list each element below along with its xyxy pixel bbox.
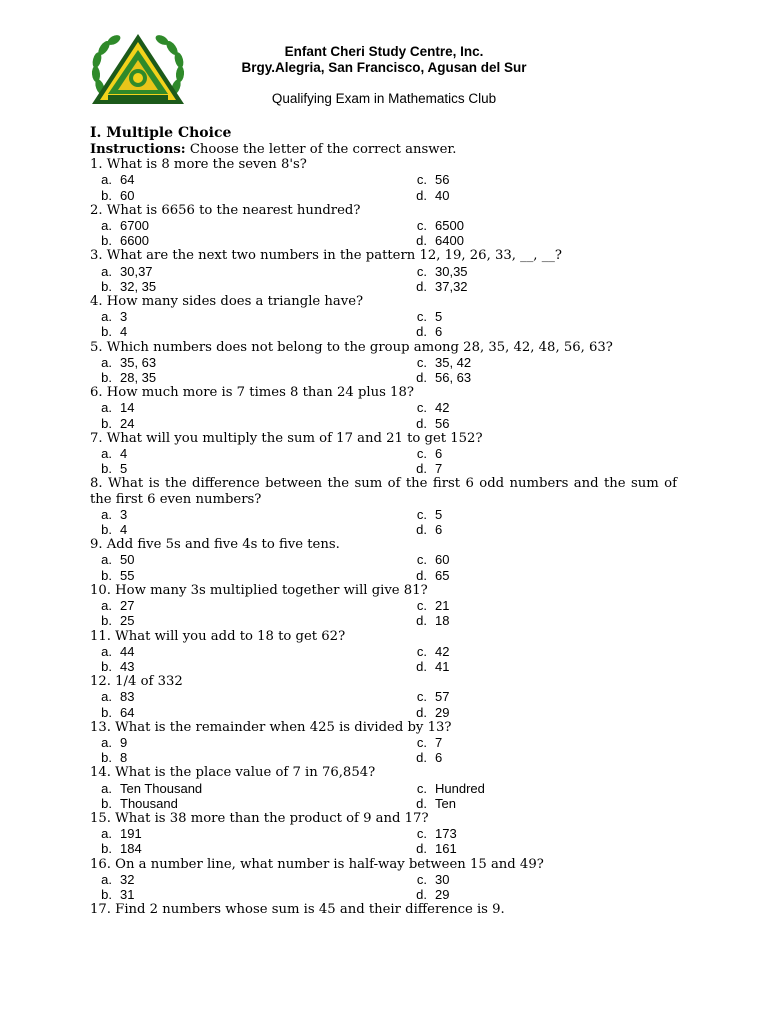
- option-value: 5: [120, 461, 128, 477]
- answer-options: [90, 264, 677, 294]
- option-letter: c.: [416, 263, 427, 279]
- option-value: 5: [435, 506, 443, 522]
- answer-option-d: [405, 370, 677, 385]
- option-value: 27: [120, 598, 135, 614]
- option-letter: a.: [101, 354, 112, 370]
- option-letter: d.: [416, 704, 427, 720]
- question-item: [90, 674, 677, 720]
- option-value: 6: [435, 446, 443, 462]
- option-letter: a.: [101, 400, 112, 416]
- answer-option-d: [405, 705, 677, 720]
- option-letter: c.: [416, 734, 427, 750]
- answer-option-b: [90, 461, 405, 476]
- exam-title: Qualifying Exam in Mathematics Club: [271, 91, 497, 106]
- option-letter: a.: [101, 446, 112, 462]
- option-letter: a.: [101, 552, 112, 568]
- option-letter: a.: [101, 643, 112, 659]
- option-letter: c.: [416, 871, 427, 887]
- option-value: 8: [120, 750, 128, 766]
- question-item: [90, 157, 677, 203]
- question-item: [90, 902, 677, 917]
- answer-option-b: [90, 370, 405, 385]
- answer-option-a: [90, 400, 405, 415]
- option-value: 6: [435, 324, 443, 340]
- answer-options: [90, 400, 677, 430]
- option-value: 50: [120, 552, 135, 568]
- answer-option-d: [405, 324, 677, 339]
- option-letter: b.: [101, 415, 112, 431]
- option-letter: c.: [416, 689, 427, 705]
- option-letter: a.: [101, 689, 112, 705]
- option-value: Hundred: [435, 780, 485, 796]
- option-value: 32: [120, 871, 135, 887]
- answer-option-a: [90, 826, 405, 841]
- question-text: 2. What is 6656 to the nearest hundred?: [90, 202, 361, 218]
- option-value: 3: [120, 506, 128, 522]
- option-value: 6: [435, 522, 443, 538]
- answer-option-c: [405, 218, 677, 233]
- question-text: 7. What will you multiply the sum of 17 and 21 to get 152?: [90, 430, 483, 446]
- option-value: 18: [435, 613, 450, 629]
- answer-option-b: [90, 796, 405, 811]
- option-letter: d.: [416, 750, 427, 766]
- option-value: 60: [435, 552, 450, 568]
- instructions-text: Choose the letter of the correct answer.: [185, 142, 457, 157]
- option-letter: c.: [416, 552, 427, 568]
- answer-options: [90, 826, 677, 856]
- option-letter: d.: [416, 187, 427, 203]
- answer-option-b: [90, 188, 405, 203]
- option-letter: c.: [416, 400, 427, 416]
- answer-option-a: [90, 507, 405, 522]
- answer-option-d: [405, 750, 677, 765]
- option-value: 64: [120, 172, 135, 188]
- answer-options: [90, 781, 677, 811]
- answer-option-c: [405, 644, 677, 659]
- question-text: 11. What will you add to 18 to get 62?: [90, 628, 346, 644]
- option-letter: d.: [416, 795, 427, 811]
- question-text: 3. What are the next two numbers in the pattern 12, 19, 26, 33, __, __?: [90, 248, 562, 264]
- answer-option-c: [405, 355, 677, 370]
- question-item: [90, 294, 677, 340]
- answer-option-b: [90, 750, 405, 765]
- question-text: 12. 1/4 of 332: [90, 674, 183, 690]
- answer-options: [90, 507, 677, 537]
- question-list: [90, 157, 677, 917]
- option-value: 7: [435, 461, 443, 477]
- option-letter: c.: [416, 826, 427, 842]
- answer-option-b: [90, 279, 405, 294]
- answer-options: [90, 355, 677, 385]
- option-value: 6500: [435, 218, 464, 234]
- option-letter: d.: [416, 567, 427, 583]
- answer-option-d: [405, 461, 677, 476]
- option-letter: d.: [416, 886, 427, 902]
- option-value: 30,35: [435, 263, 468, 279]
- question-text: 10. How many 3s multiplied together will give 81?: [90, 582, 428, 598]
- option-letter: d.: [416, 233, 427, 249]
- option-value: 6600: [120, 233, 149, 249]
- answer-option-c: [405, 446, 677, 461]
- answer-option-a: [90, 309, 405, 324]
- question-item: [90, 811, 677, 857]
- question-item: [90, 765, 677, 811]
- answer-option-c: [405, 872, 677, 887]
- question-item: [90, 629, 677, 675]
- option-value: 41: [435, 658, 450, 674]
- option-letter: b.: [101, 567, 112, 583]
- question-text: 14. What is the place value of 7 in 76,854?: [90, 765, 376, 781]
- question-item: [90, 583, 677, 629]
- question-text: 15. What is 38 more than the product of 9 and 17?: [90, 810, 429, 826]
- option-letter: b.: [101, 886, 112, 902]
- answer-option-a: [90, 355, 405, 370]
- answer-option-c: [405, 264, 677, 279]
- question-item: [90, 537, 677, 583]
- option-letter: d.: [416, 522, 427, 538]
- option-value: 30: [435, 871, 450, 887]
- answer-option-d: [405, 659, 677, 674]
- option-letter: d.: [416, 613, 427, 629]
- option-value: 32, 35: [120, 278, 157, 294]
- option-value: 42: [435, 643, 450, 659]
- option-letter: a.: [101, 506, 112, 522]
- answer-option-d: [405, 613, 677, 628]
- option-value: 56: [435, 415, 450, 431]
- exam-content: [90, 124, 677, 917]
- answer-option-b: [90, 705, 405, 720]
- option-letter: c.: [416, 780, 427, 796]
- option-letter: d.: [416, 658, 427, 674]
- answer-option-a: [90, 735, 405, 750]
- option-letter: c.: [416, 354, 427, 370]
- answer-option-a: [90, 689, 405, 704]
- option-letter: a.: [101, 598, 112, 614]
- option-value: Ten: [435, 795, 456, 811]
- answer-option-a: [90, 598, 405, 613]
- section-title: I. Multiple Choice: [90, 125, 232, 141]
- answer-option-c: [405, 781, 677, 796]
- option-letter: b.: [101, 233, 112, 249]
- option-letter: b.: [101, 750, 112, 766]
- question-item: [90, 248, 677, 294]
- answer-options: [90, 735, 677, 765]
- option-letter: b.: [101, 522, 112, 538]
- option-letter: c.: [416, 446, 427, 462]
- option-value: 35, 42: [435, 354, 472, 370]
- option-letter: c.: [416, 506, 427, 522]
- option-letter: d.: [416, 324, 427, 340]
- answer-option-d: [405, 841, 677, 856]
- option-letter: a.: [101, 218, 112, 234]
- option-value: 30,37: [120, 263, 153, 279]
- option-letter: a.: [101, 172, 112, 188]
- question-text: 1. What is 8 more the seven 8's?: [90, 157, 307, 173]
- option-value: 191: [120, 826, 142, 842]
- answer-options: [90, 309, 677, 339]
- answer-option-b: [90, 887, 405, 902]
- option-letter: d.: [416, 370, 427, 386]
- option-value: 173: [435, 826, 457, 842]
- option-value: 29: [435, 704, 450, 720]
- option-value: 5: [435, 309, 443, 325]
- answer-option-d: [405, 887, 677, 902]
- option-value: 6400: [435, 233, 464, 249]
- option-value: Ten Thousand: [120, 780, 203, 796]
- option-letter: b.: [101, 278, 112, 294]
- answer-option-b: [90, 613, 405, 628]
- question-text: 6. How much more is 7 times 8 than 24 plus 18?: [90, 385, 414, 401]
- option-value: 161: [435, 841, 457, 857]
- option-value: Thousand: [120, 795, 178, 811]
- answer-option-a: [90, 781, 405, 796]
- answer-options: [90, 552, 677, 582]
- option-letter: b.: [101, 370, 112, 386]
- answer-options: [90, 689, 677, 719]
- option-letter: b.: [101, 704, 112, 720]
- question-text: 9. Add five 5s and five 4s to five tens.: [90, 537, 340, 553]
- option-letter: c.: [416, 643, 427, 659]
- answer-option-b: [90, 416, 405, 431]
- question-text: 4. How many sides does a triangle have?: [90, 294, 364, 310]
- option-value: 40: [435, 187, 450, 203]
- option-value: 37,32: [435, 278, 468, 294]
- option-letter: b.: [101, 613, 112, 629]
- answer-options: [90, 872, 677, 902]
- option-letter: a.: [101, 263, 112, 279]
- option-letter: b.: [101, 324, 112, 340]
- question-text: 17. Find 2 numbers whose sum is 45 and their difference is 9.: [90, 902, 505, 918]
- option-value: 42: [435, 400, 450, 416]
- option-value: 21: [435, 598, 450, 614]
- answer-options: [90, 172, 677, 202]
- school-logo: [88, 32, 188, 110]
- option-value: 29: [435, 886, 450, 902]
- option-value: 64: [120, 704, 135, 720]
- option-value: 4: [120, 446, 128, 462]
- option-value: 3: [120, 309, 128, 325]
- option-letter: a.: [101, 826, 112, 842]
- answer-option-c: [405, 735, 677, 750]
- option-letter: d.: [416, 415, 427, 431]
- answer-option-c: [405, 172, 677, 187]
- answer-options: [90, 598, 677, 628]
- option-letter: d.: [416, 461, 427, 477]
- option-letter: b.: [101, 187, 112, 203]
- option-value: 55: [120, 567, 135, 583]
- option-letter: b.: [101, 658, 112, 674]
- option-letter: c.: [416, 218, 427, 234]
- answer-option-a: [90, 218, 405, 233]
- answer-options: [90, 446, 677, 476]
- answer-option-d: [405, 522, 677, 537]
- question-text: 16. On a number line, what number is half-way between 15 and 49?: [90, 856, 544, 872]
- option-letter: b.: [101, 795, 112, 811]
- question-item: [90, 720, 677, 766]
- answer-options: [90, 218, 677, 248]
- question-text: 8. What is the difference between the sum of the first 6 odd numbers and the sum of the first 6 even numbers?: [90, 476, 677, 507]
- option-value: 184: [120, 841, 142, 857]
- question-item: [90, 385, 677, 431]
- instructions: [90, 142, 677, 157]
- instructions-label: Instructions:: [90, 142, 186, 157]
- school-name: Enfant Cheri Study Centre, Inc.: [284, 44, 484, 59]
- answer-option-b: [90, 841, 405, 856]
- answer-option-d: [405, 568, 677, 583]
- option-value: 83: [120, 689, 135, 705]
- option-letter: c.: [416, 172, 427, 188]
- question-item: [90, 203, 677, 249]
- question-item: [90, 431, 677, 477]
- option-letter: a.: [101, 734, 112, 750]
- answer-option-c: [405, 552, 677, 567]
- answer-option-c: [405, 598, 677, 613]
- option-value: 43: [120, 658, 135, 674]
- answer-option-b: [90, 522, 405, 537]
- option-letter: b.: [101, 461, 112, 477]
- option-letter: b.: [101, 841, 112, 857]
- answer-option-d: [405, 416, 677, 431]
- option-value: 4: [120, 522, 128, 538]
- question-text: 13. What is the remainder when 425 is divided by 13?: [90, 719, 452, 735]
- option-letter: c.: [416, 309, 427, 325]
- answer-option-c: [405, 826, 677, 841]
- answer-option-a: [90, 644, 405, 659]
- option-value: 6: [435, 750, 443, 766]
- answer-option-a: [90, 552, 405, 567]
- answer-option-a: [90, 446, 405, 461]
- option-value: 9: [120, 734, 128, 750]
- question-text: 5. Which numbers does not belong to the group among 28, 35, 42, 48, 56, 63?: [90, 339, 613, 355]
- answer-option-b: [90, 233, 405, 248]
- answer-option-b: [90, 568, 405, 583]
- option-value: 4: [120, 324, 128, 340]
- question-item: [90, 476, 677, 537]
- option-letter: a.: [101, 309, 112, 325]
- answer-option-b: [90, 324, 405, 339]
- answer-option-c: [405, 400, 677, 415]
- option-value: 28, 35: [120, 370, 157, 386]
- answer-option-a: [90, 172, 405, 187]
- option-value: 6700: [120, 218, 149, 234]
- answer-option-d: [405, 188, 677, 203]
- answer-option-a: [90, 264, 405, 279]
- option-value: 60: [120, 187, 135, 203]
- option-value: 44: [120, 643, 135, 659]
- option-value: 14: [120, 400, 135, 416]
- question-item: [90, 340, 677, 386]
- option-value: 31: [120, 886, 135, 902]
- option-value: 24: [120, 415, 135, 431]
- option-letter: d.: [416, 841, 427, 857]
- option-letter: c.: [416, 598, 427, 614]
- school-address: Brgy.Alegria, San Francisco, Agusan del Sur: [241, 60, 527, 75]
- option-letter: a.: [101, 780, 112, 796]
- answer-option-a: [90, 872, 405, 887]
- option-value: 25: [120, 613, 135, 629]
- option-value: 56, 63: [435, 370, 472, 386]
- answer-option-c: [405, 507, 677, 522]
- option-letter: d.: [416, 278, 427, 294]
- option-value: 56: [435, 172, 450, 188]
- option-value: 57: [435, 689, 450, 705]
- answer-option-c: [405, 689, 677, 704]
- answer-option-c: [405, 309, 677, 324]
- option-letter: a.: [101, 871, 112, 887]
- option-value: 65: [435, 567, 450, 583]
- answer-option-d: [405, 796, 677, 811]
- question-item: [90, 857, 677, 903]
- answer-option-d: [405, 279, 677, 294]
- option-value: 7: [435, 734, 443, 750]
- option-value: 35, 63: [120, 354, 157, 370]
- answer-options: [90, 644, 677, 674]
- answer-option-d: [405, 233, 677, 248]
- answer-option-b: [90, 659, 405, 674]
